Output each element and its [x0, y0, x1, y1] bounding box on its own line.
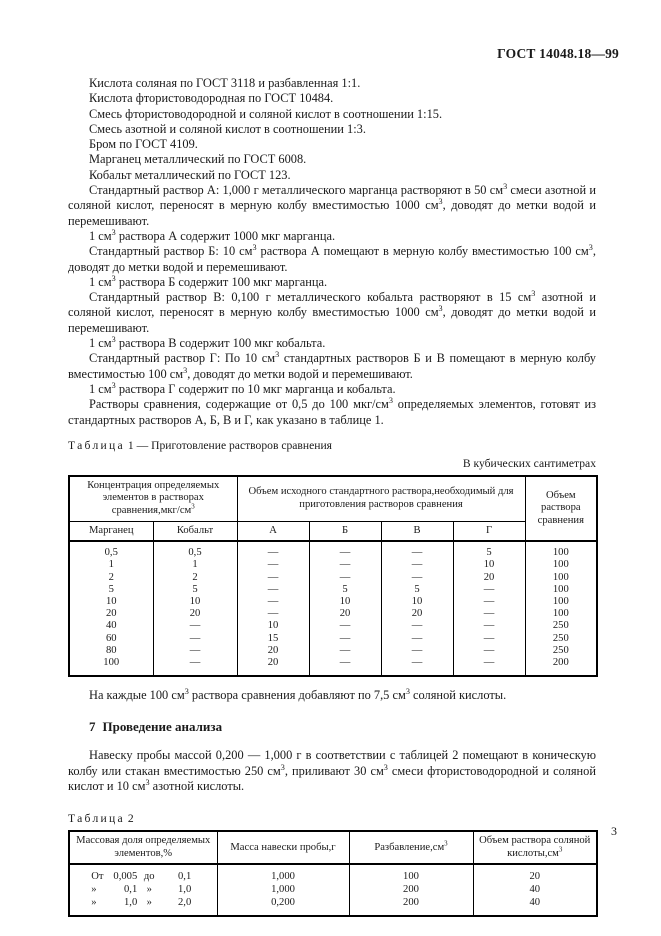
table1-cell: — [267, 559, 279, 571]
table1-cell: — [189, 656, 201, 668]
table1-cell: — [411, 656, 423, 668]
table1-cell: 250 [552, 632, 569, 644]
table1-subheader-cobalt: Кобальт [153, 521, 237, 541]
table1-cell: 20 [483, 571, 495, 583]
table1-cell: 10 [267, 620, 279, 632]
table1-cell: 200 [552, 656, 569, 668]
table1-cell: 100 [552, 608, 569, 620]
table1-cell: 15 [267, 632, 279, 644]
table1-column-cells [454, 542, 525, 675]
table1-cell: — [339, 571, 351, 583]
table1-header-concentration: Концентрация определяемых элементов в растворах $сравнения,мкг/см^3$ [69, 476, 237, 521]
table2-header-row [69, 831, 597, 864]
table1-subheader-v: В [381, 521, 453, 541]
table1-subheader-b: Б [309, 521, 381, 541]
table1-cell: — [267, 608, 279, 620]
table2-cell: 200 [403, 884, 419, 896]
table1-column-cells [310, 542, 381, 675]
table2-col-dilution [349, 864, 473, 916]
section-7-paragraph: Навеску пробы массой 0,200 — 1,000 г в соответствии с таблицей 2 помещают в коническую колбу или стакан вместимостью 250 $см^3$, приливают 30 $см^3$ смеси фтористоводородной и соляной кислот и 10 $см^3$ азотной кислоты. [68, 748, 596, 793]
table2-cell: 20 [529, 871, 541, 883]
table1-col-volume [525, 541, 597, 676]
table1-cell: 20 [267, 656, 279, 668]
reagent-line: Бром по ГОСТ 4109. [89, 137, 198, 152]
table1-cell: 1 [192, 559, 198, 571]
table1-subheader-manganese: Марганец [69, 521, 153, 541]
table1-cell: — [411, 644, 423, 656]
paragraph-solution-v: Стандартный раствор В: 0,100 г металлического кобальта растворяют в 15 $см^3$ азотной и соляной кислот, переносят в мерную колбу вместимостью 1000 $см^3$, доводят до метки водой и перемешивают. [68, 289, 596, 335]
table1-cell: 100 [552, 571, 569, 583]
table1-cell: 20 [189, 608, 201, 620]
table2-cell: 40 [529, 884, 541, 896]
document-body [68, 76, 596, 917]
paragraph-solution-g-content: 1 $см^3$ раствора Г содержит по 10 мкг марганца и кобальта. [89, 380, 396, 396]
table2-caption [68, 812, 596, 825]
table2-body [69, 864, 597, 916]
paragraph-solution-b-content: 1 $см^3$ раствора Б содержит 100 мкг марганца. [89, 273, 328, 289]
paragraph-solution-b: Стандартный раствор Б: 10 $см^3$ раствора А помещают в мерную колбу вместимостью 100 $см^3$, доводят до метки водой и перемешивают. [68, 243, 596, 274]
table1-cell: 5 [192, 583, 198, 595]
table1-cell: 60 [105, 632, 117, 644]
section-7-title: Проведение анализа [102, 719, 223, 735]
table2-caption-number: 2 [127, 812, 134, 826]
table1-cell: — [339, 559, 351, 571]
table1-cell: — [189, 632, 201, 644]
table1-cell: — [267, 547, 279, 559]
table2-col-hcl-volume [473, 864, 597, 916]
table1-col-g [453, 541, 525, 676]
table1-cell: 0,5 [104, 547, 118, 559]
paragraph-solution-a: Стандартный раствор А: 1,000 г металлического марганца растворяют в 50 $см^3$ смеси азотной и соляной кислот, переносят в мерную колбу вместимостью 1000 $см^3$, доводят до метки водой и перемешивают. [68, 181, 596, 228]
paragraph-comparison-solutions: Растворы сравнения, содержащие от 0,5 до 100 мкг/$см^3$ определяемых элементов, готовят из стандартных растворов А, Б, В и Г, как указано в таблице 1. [68, 396, 596, 427]
table2-cell: » 0,1 » 1,0 [91, 884, 192, 896]
table1-cell: — [483, 656, 495, 668]
table1-cell: — [411, 559, 423, 571]
table1-column-cells [238, 542, 309, 675]
table1-cell: 5 [486, 547, 492, 559]
reagent-line: Кислота фтористоводородная по ГОСТ 10484. [89, 91, 334, 106]
table1-cell: 250 [552, 620, 569, 632]
table1-caption-word: Таблица [68, 438, 125, 452]
paragraph-solution-v-content: 1 $см^3$ раствора В содержит 100 мкг кобальта. [89, 334, 326, 351]
table1-cell: 250 [552, 644, 569, 656]
table1-col-a [237, 541, 309, 676]
table1-header-initial-volume: Объем исходного стандартного раствора,необходимый для приготовления растворов сравнения [237, 476, 525, 521]
table1-col-v [381, 541, 453, 676]
table1 [68, 475, 598, 677]
reagent-line: Кислота соляная по ГОСТ 3118 и разбавленная 1:1. [89, 76, 361, 90]
table1-column-cells [526, 542, 597, 675]
table1-subheader-a: А [237, 521, 309, 541]
table1-cell: — [411, 571, 423, 583]
table2-cell: 1,000 [271, 871, 295, 883]
table2-column-cells [218, 865, 349, 915]
table1-cell: 10 [483, 559, 495, 571]
paragraph-after-table1: На каждые 100 $см^3$ раствора сравнения добавляют по 7,5 $см^3$ соляной кислоты. [89, 686, 507, 703]
reagent-line: Смесь азотной и соляной кислот в соотношении 1:3. [89, 121, 366, 136]
table1-group-header-row [69, 476, 597, 521]
table2-col-mass-fraction [69, 864, 217, 916]
reagents-list [68, 76, 596, 183]
table1-data-block [69, 541, 597, 676]
table1-cell: — [411, 620, 423, 632]
table2-cell: 40 [529, 897, 541, 909]
table2-cell: 100 [403, 871, 419, 883]
standard-code-header: ГОСТ 14048.18—99 [497, 46, 619, 61]
table1-column-cells [382, 542, 453, 675]
table1-cell: 20 [267, 644, 279, 656]
table1-cell: — [339, 644, 351, 656]
table2-header-dilution: $Разбавление,см^3$ [349, 831, 473, 864]
table1-cell: — [267, 583, 279, 595]
table1-cell: 100 [552, 559, 569, 571]
table1-cell: 40 [105, 620, 117, 632]
table1-cell: — [189, 620, 201, 632]
table1-column-cells [70, 542, 153, 675]
table2-column-ranges [70, 865, 217, 915]
table1-col-cobalt [153, 541, 237, 676]
table1-cell: — [483, 620, 495, 632]
table2 [68, 830, 598, 917]
table1-body [69, 541, 597, 676]
table1-cell: 5 [342, 583, 348, 595]
reagent-line: Кобальт металлический по ГОСТ 123. [89, 167, 291, 182]
table1-caption [68, 439, 596, 452]
table1-cell: 2 [108, 571, 114, 583]
table2-data-block [69, 864, 597, 916]
table2-cell: 1,000 [271, 884, 295, 896]
table1-cell: 100 [552, 583, 569, 595]
table2-column-cells [474, 865, 597, 915]
table1-sub-header-row [69, 521, 597, 541]
section-7-heading [68, 719, 596, 735]
section-7-number: 7 [89, 719, 96, 735]
table2-header-mass-fraction: Массовая доля определяемых элементов,% [69, 831, 217, 864]
table1-cell: — [339, 656, 351, 668]
table1-cell: — [339, 632, 351, 644]
table1-cell: — [483, 583, 495, 595]
table1-cell: 10 [411, 595, 423, 607]
paragraph-solution-a-content: 1 $см^3$ раствора А содержит 1000 мкг марганца. [89, 227, 336, 243]
table1-cell: — [267, 595, 279, 607]
paragraph-solution-g: Стандартный раствор Г: По 10 $см^3$ стандартных растворов Б и В помещают в мерную колбу вместимостью 100 $см^3$, доводят до метки водой и перемешивают. [68, 350, 596, 381]
table1-cell: 20 [411, 608, 423, 620]
table2-cell: От 0,005 до 0,1 [91, 871, 192, 883]
table2-cell: 0,200 [271, 897, 295, 909]
table1-col-b [309, 541, 381, 676]
table1-cell: — [483, 632, 495, 644]
table2-caption-word: Таблица [68, 812, 125, 826]
table1-cell: 20 [105, 608, 117, 620]
table1-cell: 100 [552, 595, 569, 607]
standard-solutions-section [68, 183, 596, 428]
table1-cell: 10 [339, 595, 351, 607]
table1-caption-number: 1 [127, 438, 134, 452]
table1-cell: 0,5 [188, 547, 202, 559]
table2-header-hcl-volume: Объем раствора соляной $кислоты,см^3$ [473, 831, 597, 864]
table2-header-sample-mass: Масса навески пробы,г [217, 831, 349, 864]
table1-cell: 20 [339, 608, 351, 620]
table2-cell: 200 [403, 897, 419, 909]
table1-cell: 10 [105, 595, 117, 607]
table1-subheader-g: Г [453, 521, 525, 541]
table1-cell: 2 [192, 571, 198, 583]
table1-cell: 5 [108, 583, 114, 595]
reagent-line: Смесь фтористоводородной и соляной кислот в соотношении 1:15. [89, 106, 443, 121]
table1-col-manganese [69, 541, 153, 676]
table2-cell: » 1,0 » 2,0 [91, 897, 192, 909]
table1-cell: 10 [189, 595, 201, 607]
table1-column-cells [154, 542, 237, 675]
table1-cell: — [339, 547, 351, 559]
table1-cell: — [267, 571, 279, 583]
table1-cell: 100 [103, 656, 120, 668]
table1-cell: — [483, 595, 495, 607]
table1-cell: — [339, 620, 351, 632]
table1-cell: 5 [414, 583, 420, 595]
table1-units-note: В кубических сантиметрах [462, 456, 596, 470]
table1-cell: — [411, 547, 423, 559]
table1-cell: — [411, 632, 423, 644]
table1-cell: 80 [105, 644, 117, 656]
table1-cell: — [483, 644, 495, 656]
table1-cell: 100 [552, 547, 569, 559]
table1-caption-dash: — [136, 438, 149, 452]
reagent-line: Марганец металлический по ГОСТ 6008. [89, 152, 307, 167]
table1-cell: — [189, 644, 201, 656]
table1-cell: 1 [108, 559, 114, 571]
page-number: 3 [611, 824, 617, 838]
table2-col-sample-mass [217, 864, 349, 916]
table1-caption-title: Приготовление растворов сравнения [151, 438, 332, 452]
table1-cell: — [483, 608, 495, 620]
table2-column-cells [350, 865, 473, 915]
table1-header-comparison-volume: Объем раствора сравнения [525, 476, 597, 541]
